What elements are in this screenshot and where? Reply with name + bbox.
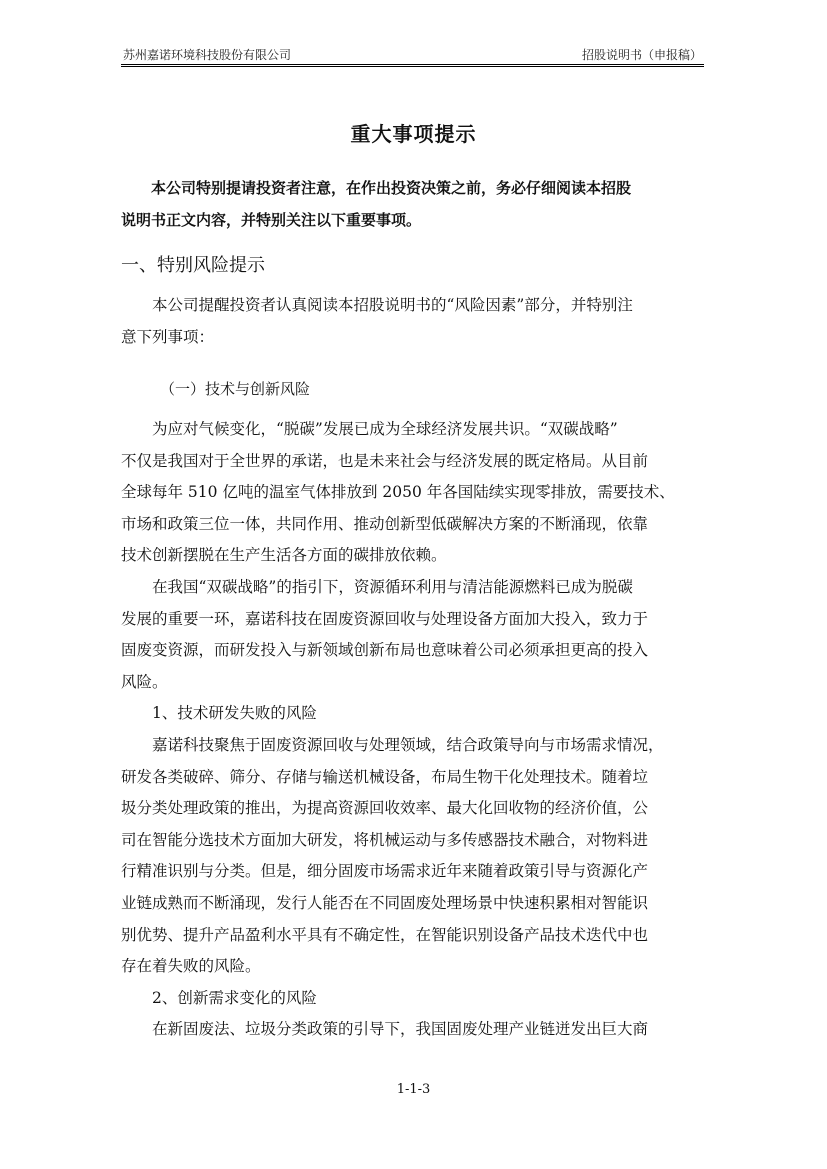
intro-paragraph: [121, 173, 704, 236]
text-line: 为应对气候变化，“脱碳”发展已成为全球经济发展共识。“双碳战略”: [152, 420, 618, 438]
item-heading: 1、技术研发失败的风险: [152, 704, 317, 723]
intro-line: 说明书正文内容，并特别关注以下重要事项。: [121, 210, 422, 229]
text-line: 司在智能分选技术方面加大研发，将机械运动与多传感器技术融合，对物料进: [121, 830, 649, 849]
page-header: [121, 44, 704, 64]
text-line: 全球每年 510 亿吨的温室气体排放到 2050 年各国陆续实现零排放，需要技术、: [121, 483, 675, 502]
section-intro-paragraph: [121, 290, 704, 353]
text-line: 意下列事项：: [121, 327, 215, 346]
page-title: 重大事项提示: [350, 122, 477, 146]
text-line: 别优势、提升产品盈利水平具有不确定性，在智能识别设备产品技术迭代中也: [121, 925, 649, 944]
item-heading: 2、创新需求变化的风险: [152, 988, 317, 1007]
text-line: 本公司提醒投资者认真阅读本招股说明书的“风险因素”部分，并特别注: [152, 296, 633, 314]
text-line: 研发各类破碎、筛分、存储与输送机械设备，布局生物干化处理技术。随着垃: [121, 767, 649, 786]
text-line: 存在着失败的风险。: [121, 957, 261, 976]
text-line: 业链成熟而不断涌现，发行人能否在不同固废处理场景中快速积累相对智能识: [121, 893, 649, 912]
text-line: 发展的重要一环，嘉诺科技在固废资源回收与处理设备方面加大投入，致力于: [121, 609, 649, 628]
intro-line: 本公司特别提请投资者注意，在作出投资决策之前，务必仔细阅读本招股: [151, 179, 632, 197]
text-line: 在我国“双碳战略”的指引下，资源循环利用与清洁能源燃料已成为脱碳: [152, 577, 633, 596]
text-line: 固废变资源，而研发投入与新领域创新布局也意味着公司必须承担更高的投入: [121, 641, 649, 660]
text-line: 市场和政策三位一体，共同作用、推动创新型低碳解决方案的不断涌现，依靠: [121, 514, 649, 533]
paragraph-climate: [121, 414, 704, 1046]
text-line: 圾分类处理政策的推出，为提高资源回收效率、最大化回收物的经济价值，公: [121, 799, 649, 818]
header-doc-type: 招股说明书（申报稿）: [581, 48, 702, 62]
text-line: 技术创新摆脱在生产生活各方面的碳排放依赖。: [121, 546, 447, 565]
text-line: 不仅是我国对于全世界的承诺，也是未来社会与经济发展的既定格局。从目前: [121, 451, 649, 470]
header-rule: [121, 64, 704, 67]
text-line: 风险。: [121, 672, 168, 691]
section-heading: 一、特别风险提示: [121, 255, 265, 276]
header-company: 苏州嘉诺环境科技股份有限公司: [123, 48, 292, 62]
page-number: 1-1-3: [396, 1082, 431, 1097]
text-line: 在新固废法、垃圾分类政策的引导下，我国固废处理产业链迸发出巨大商: [152, 1020, 649, 1039]
subsection-heading: （一）技术与创新风险: [160, 380, 311, 398]
text-line: 行精准识别与分类。但是，细分固废市场需求近年来随着政策引导与资源化产: [121, 862, 649, 881]
text-line: 嘉诺科技聚焦于固废资源回收与处理领域，结合政策导向与市场需求情况，: [152, 735, 664, 754]
